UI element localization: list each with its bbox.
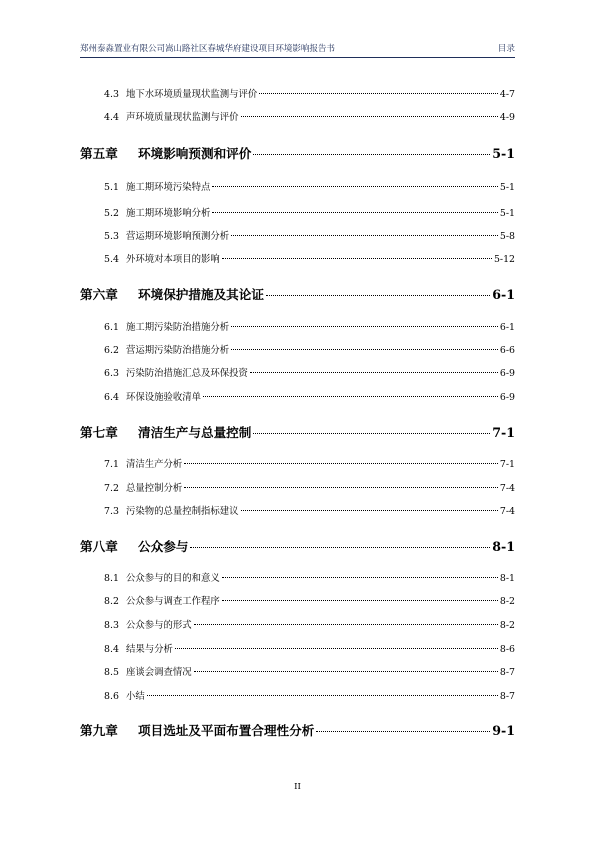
- toc-entry-page: 6-9: [499, 368, 515, 379]
- toc-entry-number: 8.2: [104, 596, 119, 607]
- toc-entry-page: 8-7: [499, 667, 515, 678]
- toc-entry-title: 清洁生产分析: [126, 459, 183, 470]
- toc-entry-number: 5.1: [104, 182, 119, 193]
- toc-entry-number: 4.4: [104, 112, 119, 123]
- toc-entry-page: 7-1: [499, 459, 515, 470]
- toc-dot-leader: [253, 433, 490, 434]
- toc-entry-number: 7.3: [104, 506, 119, 517]
- toc-entry-page: 6-6: [499, 345, 515, 356]
- toc-entry-page: 8-1: [499, 573, 515, 584]
- toc-section-entry[interactable]: [80, 593, 515, 607]
- toc-entry-number: 8.3: [104, 620, 119, 631]
- toc-entry-number: 7.1: [104, 459, 119, 470]
- toc-entry-title: 污染物的总量控制指标建议: [126, 506, 239, 517]
- toc-dot-leader: [212, 186, 498, 187]
- toc-section-entry[interactable]: [80, 617, 515, 631]
- toc-section-entry[interactable]: [80, 179, 515, 193]
- toc-dot-leader: [259, 93, 498, 94]
- toc-entry-title: 项目选址及平面布置合理性分析: [138, 723, 315, 738]
- header-section-label: 目录: [497, 44, 515, 54]
- header-rule: [80, 57, 515, 58]
- toc-entry-title: 施工期污染防治措施分析: [126, 322, 230, 333]
- toc-entry-number: 8.4: [104, 644, 119, 655]
- toc-entry-number: 4.3: [104, 89, 119, 100]
- toc-dot-leader: [253, 154, 490, 155]
- toc-entry-page: 9-1: [492, 723, 515, 738]
- toc-entry-number: 5.2: [104, 208, 119, 219]
- toc-chapter-entry[interactable]: [80, 422, 515, 440]
- toc-section-entry[interactable]: [80, 480, 515, 494]
- toc-entry-title: 小结: [126, 691, 145, 702]
- toc-entry-page: 8-6: [499, 644, 515, 655]
- toc-entry-title: 座谈会调查情况: [126, 667, 192, 678]
- toc-entry-title: 施工期环境影响分析: [126, 208, 211, 219]
- toc-entry-number: 8.6: [104, 691, 119, 702]
- page-number: II: [294, 782, 301, 792]
- toc-entry-number: 8.5: [104, 667, 119, 678]
- toc-chapter-entry[interactable]: [80, 284, 515, 302]
- toc-entry-page: 7-4: [499, 483, 515, 494]
- toc-dot-leader: [212, 212, 498, 213]
- toc-entry-title: 结果与分析: [126, 644, 173, 655]
- toc-entry-page: 8-2: [499, 620, 515, 631]
- toc-entry-number: 第九章: [80, 723, 118, 738]
- toc-entry-title: 环保设施验收清单: [126, 392, 202, 403]
- toc-dot-leader: [222, 577, 498, 578]
- toc-dot-leader: [203, 396, 498, 397]
- toc-entry-title: 总量控制分析: [126, 483, 183, 494]
- toc-entry-title: 公众参与的形式: [126, 620, 192, 631]
- toc-section-entry[interactable]: [80, 228, 515, 242]
- toc-entry-page: 8-1: [492, 539, 515, 554]
- toc-dot-leader: [194, 624, 498, 625]
- toc-section-entry[interactable]: [80, 342, 515, 356]
- toc-entry-number: 5.4: [104, 254, 119, 265]
- toc-entry-title: 环境影响预测和评价: [138, 146, 252, 161]
- toc-entry-page: 5-1: [499, 208, 515, 219]
- toc-entry-number: 第八章: [80, 539, 118, 554]
- toc-section-entry[interactable]: [80, 641, 515, 655]
- toc-section-entry[interactable]: [80, 251, 515, 265]
- toc-entry-page: 5-8: [499, 231, 515, 242]
- toc-entry-title: 清洁生产与总量控制: [138, 425, 252, 440]
- toc-dot-leader: [250, 372, 498, 373]
- toc-entry-title: 污染防治措施汇总及环保投资: [126, 368, 248, 379]
- toc-chapter-entry[interactable]: [80, 536, 515, 554]
- toc-entry-number: 第六章: [80, 287, 118, 302]
- toc-entry-number: 8.1: [104, 573, 119, 584]
- toc-section-entry[interactable]: [80, 503, 515, 517]
- toc-dot-leader: [316, 731, 490, 732]
- toc-entry-title: 外环境对本项目的影响: [126, 254, 220, 265]
- toc-dot-leader: [241, 116, 498, 117]
- toc-dot-leader: [147, 695, 498, 696]
- toc-section-entry[interactable]: [80, 570, 515, 584]
- toc-chapter-entry[interactable]: [80, 720, 515, 738]
- toc-section-entry[interactable]: [80, 389, 515, 403]
- toc-section-entry[interactable]: [80, 205, 515, 219]
- toc-entry-title: 环境保护措施及其论证: [138, 287, 264, 302]
- toc-entry-number: 6.4: [104, 392, 119, 403]
- toc-entry-title: 营运期环境影响预测分析: [126, 231, 230, 242]
- toc-section-entry[interactable]: [80, 86, 515, 100]
- toc-section-entry[interactable]: [80, 109, 515, 123]
- toc-dot-leader: [175, 648, 498, 649]
- toc-chapter-entry[interactable]: [80, 143, 515, 161]
- toc-entry-number: 6.1: [104, 322, 119, 333]
- toc-entry-number: 第五章: [80, 146, 118, 161]
- toc-dot-leader: [222, 600, 498, 601]
- toc-entry-page: 6-9: [499, 392, 515, 403]
- toc-entry-title: 地下水环境质量现状监测与评价: [126, 89, 258, 100]
- toc-entry-page: 6-1: [492, 287, 515, 302]
- header-title: 郑州泰淼置业有限公司嵩山路社区春城华府建设项目环境影响报告书: [80, 44, 335, 54]
- toc-dot-leader: [266, 295, 490, 296]
- toc-entry-page: 6-1: [499, 322, 515, 333]
- toc-dot-leader: [231, 326, 498, 327]
- toc-entry-title: 营运期污染防治措施分析: [126, 345, 230, 356]
- toc-entry-number: 6.3: [104, 368, 119, 379]
- toc-dot-leader: [194, 671, 498, 672]
- toc-dot-leader: [231, 235, 498, 236]
- toc-section-entry[interactable]: [80, 664, 515, 678]
- toc-dot-leader: [184, 463, 498, 464]
- toc-entry-title: 声环境质量现状监测与评价: [126, 112, 239, 123]
- toc-entry-page: 8-7: [499, 691, 515, 702]
- toc-dot-leader: [241, 510, 498, 511]
- toc-entry-number: 5.3: [104, 231, 119, 242]
- toc-entry-page: 5-1: [499, 182, 515, 193]
- toc-entry-page: 7-1: [492, 425, 515, 440]
- running-header: [80, 42, 515, 58]
- toc-entry-title: 公众参与的目的和意义: [126, 573, 220, 584]
- toc-entry-page: 4-7: [499, 89, 515, 100]
- toc-entry-page: 7-4: [499, 506, 515, 517]
- toc-entry-page: 5-1: [492, 146, 515, 161]
- toc-entry-page: 4-9: [499, 112, 515, 123]
- toc-entry-title: 公众参与调查工作程序: [126, 596, 220, 607]
- toc-entry-page: 5-12: [493, 254, 515, 265]
- toc-section-entry[interactable]: [80, 688, 515, 702]
- toc-entry-page: 8-2: [499, 596, 515, 607]
- toc-entry-title: 公众参与: [138, 539, 189, 554]
- toc-entry-title: 施工期环境污染特点: [126, 182, 211, 193]
- toc-dot-leader: [231, 349, 498, 350]
- toc-section-entry[interactable]: [80, 319, 515, 333]
- toc-dot-leader: [190, 547, 490, 548]
- toc-entry-number: 第七章: [80, 425, 118, 440]
- toc-dot-leader: [222, 258, 492, 259]
- toc-entry-number: 7.2: [104, 483, 119, 494]
- toc-entry-number: 6.2: [104, 345, 119, 356]
- toc-dot-leader: [184, 487, 498, 488]
- toc-section-entry[interactable]: [80, 365, 515, 379]
- toc-section-entry[interactable]: [80, 456, 515, 470]
